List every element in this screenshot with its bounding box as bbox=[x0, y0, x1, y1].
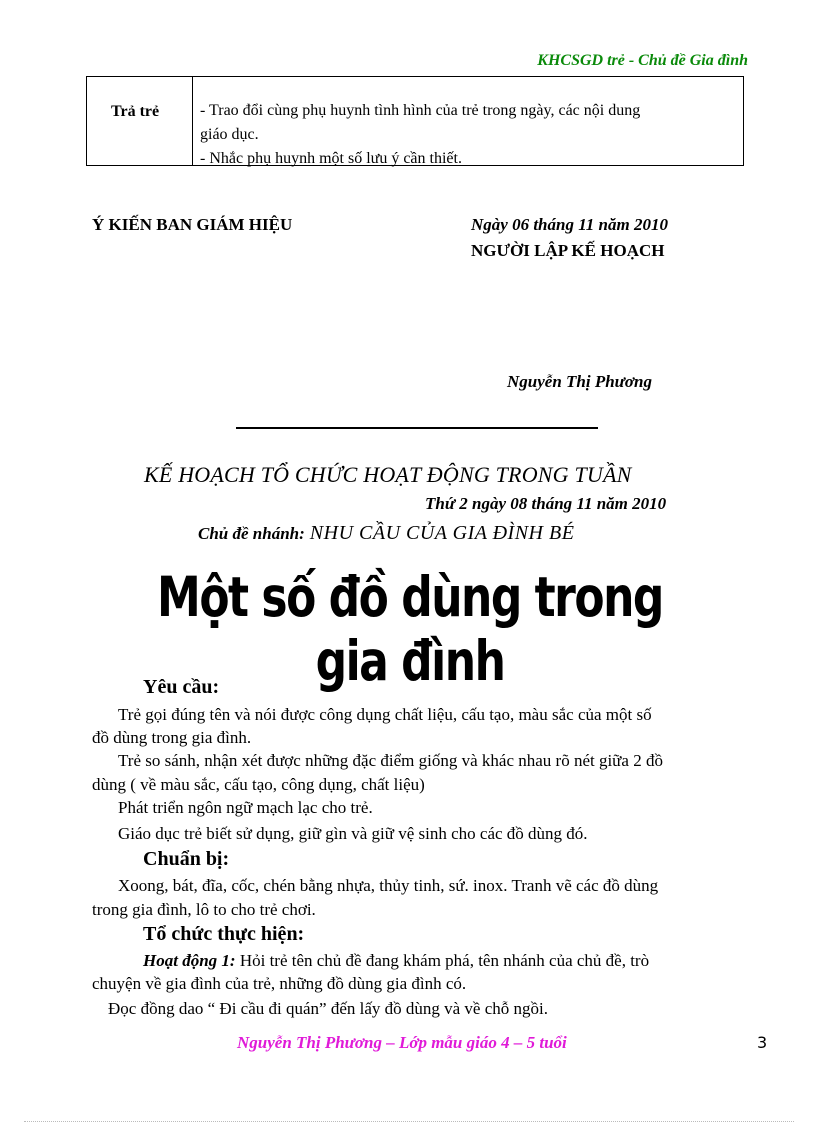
section-heading-preparation: Chuẩn bị: bbox=[143, 848, 230, 870]
subtopic-label: Chủ đề nhánh: bbox=[198, 524, 305, 543]
body-line: chuyện về gia đình của trẻ, những đồ dùng gia đình có. bbox=[92, 974, 467, 993]
body-line: Phát triển ngôn ngữ mạch lạc cho trẻ. bbox=[118, 798, 373, 817]
table-line: giáo dục. bbox=[200, 126, 259, 143]
footer-author: Nguyễn Thị Phương – Lớp mẫu giáo 4 – 5 tuổi bbox=[237, 1033, 567, 1052]
body-line: Đọc đồng dao “ Đi cầu đi quán” đến lấy đồ dùng và về chỗ ngồi. bbox=[108, 999, 548, 1018]
body-line: Xoong, bát, đĩa, cốc, chén bằng nhựa, thủy tinh, sứ. inox. Tranh vẽ các đồ dùng bbox=[118, 876, 659, 895]
signature-date: Ngày 06 tháng 11 năm 2010 bbox=[471, 215, 668, 234]
page-boundary bbox=[24, 1121, 794, 1122]
table-line: - Trao đổi cùng phụ huynh tình hình của trẻ trong ngày, các nội dung bbox=[200, 102, 641, 119]
handover-table bbox=[86, 76, 744, 166]
header-title: KHCSGD trẻ - Chủ đề Gia đình bbox=[537, 52, 748, 69]
subtopic bbox=[198, 522, 574, 545]
activity-text: Hỏi trẻ tên chủ đề đang khám phá, tên nhánh của chủ đề, trò bbox=[235, 951, 650, 970]
signature-name: Nguyễn Thị Phương bbox=[507, 372, 652, 391]
body-line: đồ dùng trong gia đình. bbox=[92, 728, 252, 747]
body-line: Trẻ gọi đúng tên và nói được công dụng chất liệu, cấu tạo, màu sắc của một số bbox=[118, 705, 652, 724]
body-line: trong gia đình, lô to cho trẻ chơi. bbox=[92, 900, 316, 919]
page-number: 3 bbox=[757, 1033, 768, 1052]
board-opinion-title: Ý KIẾN BAN GIÁM HIỆU bbox=[92, 215, 293, 234]
table-label: Trả trẻ bbox=[111, 103, 160, 120]
section-heading-requirements: Yêu cầu: bbox=[143, 676, 220, 698]
body-line: Giáo dục trẻ biết sử dụng, giữ gìn và giữ vệ sinh cho các đồ dùng đó. bbox=[118, 824, 588, 843]
table-content-cell bbox=[200, 99, 731, 171]
activity-label: Hoạt động 1: bbox=[143, 951, 236, 970]
table-label-cell bbox=[87, 77, 193, 165]
body-line: dùng ( về màu sắc, cấu tạo, công dụng, chất liệu) bbox=[92, 775, 425, 794]
signature-role: NGƯỜI LẬP KẾ HOẠCH bbox=[471, 241, 665, 260]
divider-line bbox=[236, 427, 598, 429]
wordart-banner: Một số đồ dùng trong gia đình bbox=[157, 566, 663, 694]
body-line: Trẻ so sánh, nhận xét được những đặc điểm giống và khác nhau rõ nét giữa 2 đồ bbox=[118, 751, 663, 770]
subtopic-value: NHU CẦU CỦA GIA ĐÌNH BÉ bbox=[309, 522, 575, 544]
table-line: - Nhắc phụ huynh một số lưu ý cần thiết. bbox=[200, 150, 462, 167]
section-heading-organization: Tổ chức thực hiện: bbox=[143, 923, 305, 945]
activity-line bbox=[143, 950, 649, 972]
plan-title: KẾ HOẠCH TỔ CHỨC HOẠT ĐỘNG TRONG TUẦN bbox=[144, 462, 632, 487]
plan-date: Thứ 2 ngày 08 tháng 11 năm 2010 bbox=[425, 494, 667, 513]
